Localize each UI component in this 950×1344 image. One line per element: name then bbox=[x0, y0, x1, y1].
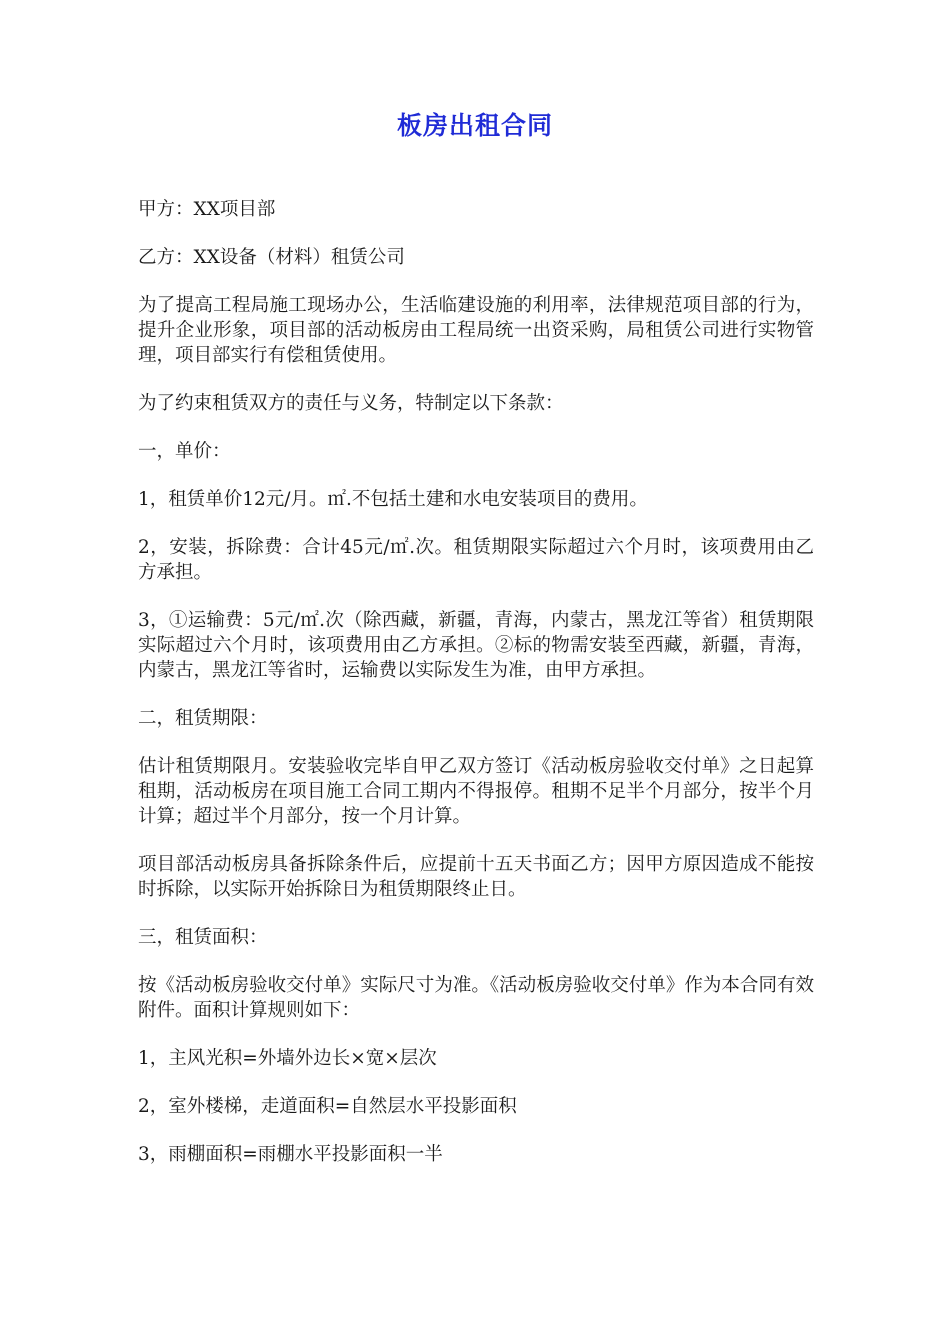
area-rule-1: 1，主风光积=外墙外边长×宽×层次 bbox=[138, 1048, 437, 1069]
section-heading-lease-area: 三，租赁面积： bbox=[138, 927, 268, 948]
intro-paragraph: 为了提高工程局施工现场办公，生活临建设施的利用率，法律规范项目部的行为，提升企业形象，项目部的活动板房由工程局统一出资采购，局租赁公司进行实物管理，项目部实行有偿租赁使用。 bbox=[138, 295, 814, 366]
area-rule-2: 2，室外楼梯，走道面积=自然层水平投影面积 bbox=[138, 1096, 517, 1117]
clause-transport-fee: 3，①运输费：5元/㎡.次（除西藏，新疆，青海，内蒙古，黑龙江等省）租赁期限实际超过六个月时，该项费用由乙方承担。②标的物需安装至西藏，新疆，青海，内蒙古，黑龙江等省时，运输费以实际发生为准，由甲方承担。 bbox=[138, 610, 814, 681]
area-rule-3: 3，雨棚面积=雨棚水平投影面积一半 bbox=[138, 1144, 443, 1165]
section-heading-unit-price: 一，单价： bbox=[138, 441, 231, 462]
party-b: 乙方：XX设备（材料）租赁公司 bbox=[138, 247, 405, 268]
document-body bbox=[138, 197, 814, 1190]
clause-lease-term: 估计租赁期限月。安装验收完毕自甲乙双方签订《活动板房验收交付单》之日起算租期，活动板房在项目施工合同工期内不得报停。租期不足半个月部分，按半个月计算；超过半个月部分，按一个月计算。 bbox=[138, 756, 814, 827]
clause-rental-price: 1，租赁单价12元/月。㎡.不包括土建和水电安装项目的费用。 bbox=[138, 489, 648, 510]
clause-area-basis: 按《活动板房验收交付单》实际尺寸为准。《活动板房验收交付单》作为本合同有效附件。面积计算规则如下： bbox=[138, 975, 814, 1021]
clause-installation-fee: 2，安装，拆除费：合计45元/㎡.次。租赁期限实际超过六个月时，该项费用由乙方承担。 bbox=[138, 537, 814, 583]
clause-dismantle: 项目部活动板房具备拆除条件后，应提前十五天书面乙方；因甲方原因造成不能按时拆除，以实际开始拆除日为租赁期限终止日。 bbox=[138, 854, 814, 900]
terms-intro: 为了约束租赁双方的责任与义务，特制定以下条款： bbox=[138, 393, 564, 414]
document-title: 板房出租合同 bbox=[396, 111, 553, 140]
section-heading-lease-term: 二，租赁期限： bbox=[138, 708, 268, 729]
party-a: 甲方：XX项目部 bbox=[138, 199, 276, 220]
